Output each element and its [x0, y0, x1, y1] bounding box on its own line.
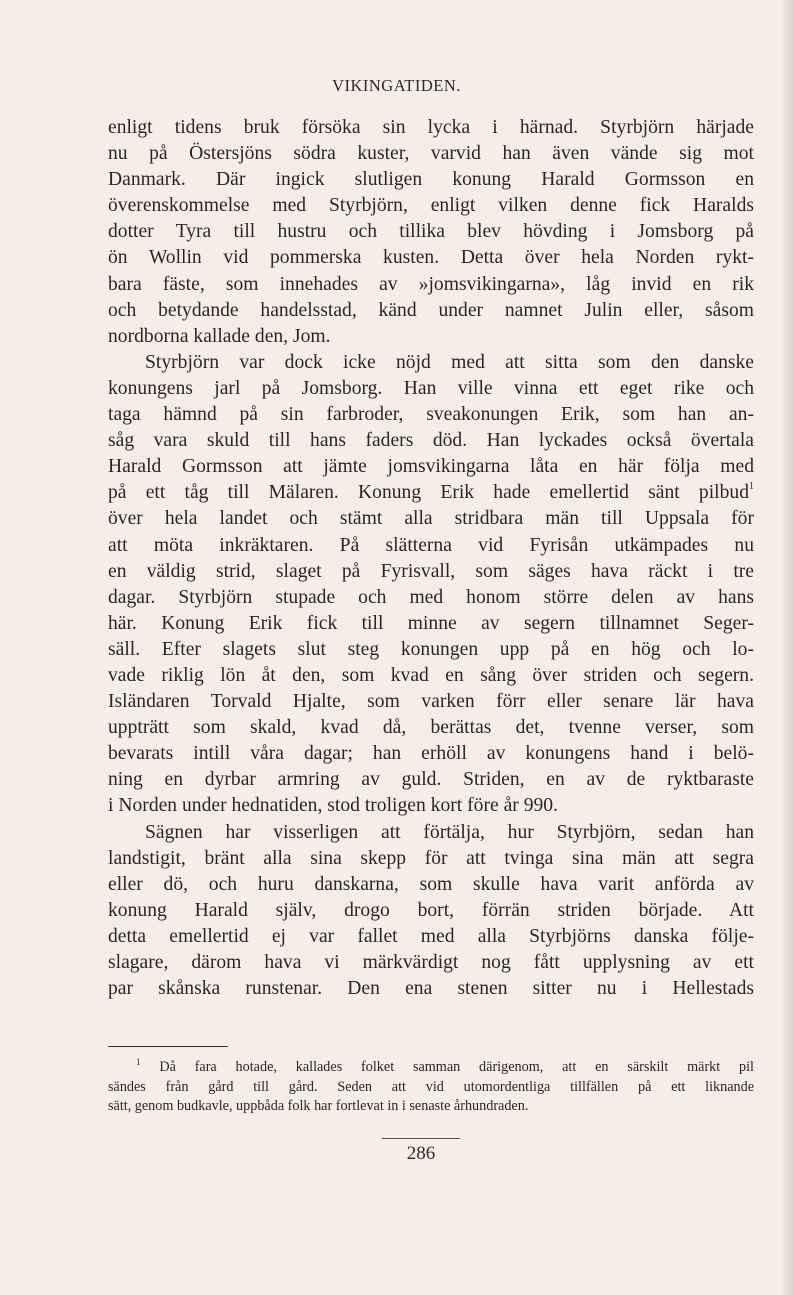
text-line: dotter Tyra till hustru och tillika blev hövding i Jomsborg på	[108, 221, 754, 243]
text-line: och betydande handelsstad, känd under namnet Julin eller, såsom	[108, 299, 754, 321]
text-line: dagar. Styrbjörn stupade och med honom större delen av hans	[108, 586, 754, 608]
text-line: konung Harald själv, drogo bort, förrän striden började. Att	[108, 899, 754, 921]
text-line: nu på Östersjöns södra kuster, varvid han även vände sig mot	[108, 143, 754, 165]
text-line: bevarats intill våra dagar; han erhöll av konungens hand i belö-	[108, 743, 754, 765]
text-line: slagare, därom hava vi märkvärdigt nog fått upplysning av ett	[108, 952, 754, 973]
footnote-divider	[108, 1046, 228, 1047]
footnote-line: sändes från gård till gård. Seden att vid utomordentliga tillfällen på ett liknande	[108, 1078, 754, 1095]
text-line: enligt tidens bruk försöka sin lycka i härnad. Styrbjörn härjade	[108, 117, 754, 138]
text-line: ön Wollin vid pommerska kusten. Detta över hela Norden rykt-	[108, 247, 754, 269]
footnote-line	[108, 1058, 754, 1078]
text-line: överenskommelse med Styrbjörn, enligt vilken denne fick Haralds	[108, 195, 754, 217]
text-line: bara fäste, som innehades av »jomsvikingarna», låg invid en rik	[108, 273, 754, 295]
text-line-content: på ett tåg till Mälaren. Konung Erik hade emellertid sänt pilbud	[108, 482, 749, 504]
text-line: detta emellertid ej var fallet med alla Styrbjörns danska följe-	[108, 925, 754, 947]
text-line: i Norden under hednatiden, stod troligen kort före år 990.	[108, 795, 558, 817]
text-line: taga hämnd på sin farbroder, sveakonungen Erik, som han an-	[108, 404, 754, 426]
text-line-with-footnote-ref	[108, 480, 754, 506]
text-line: Sägnen har visserligen att förtälja, hur Styrbjörn, sedan han	[145, 821, 754, 843]
text-line: landstigit, bränt alla sina skepp för att tvinga sina män att segra	[108, 847, 754, 869]
body-text	[108, 115, 754, 1002]
footnote-line: sätt, genom budkavle, uppbåda folk har fortlevat in i senaste århundraden.	[108, 1098, 529, 1114]
text-line: eller dö, och huru danskarna, som skulle hava varit anförda av	[108, 873, 754, 895]
text-line: ning en dyrbar armring av guld. Striden, en av de ryktbaraste	[108, 769, 754, 791]
text-line: här. Konung Erik fick till minne av segern tillnamnet Seger-	[108, 612, 754, 634]
footnote-marker: 1	[136, 1058, 141, 1067]
text-line: nordborna kallade den, Jom.	[108, 325, 331, 347]
text-line: en väldig strid, slaget på Fyrisvall, som säges hava räckt i tre	[108, 560, 754, 582]
text-line: Harald Gormsson att jämte jomsvikingarna låta en här följa med	[108, 456, 754, 478]
text-line: uppträtt som skald, kvad då, berättas det, tvenne verser, som	[108, 717, 754, 739]
running-head: VIKINGATIDEN.	[332, 76, 461, 95]
text-line: över hela landet och stämt alla stridbara män till Uppsala för	[108, 508, 754, 530]
text-line: säll. Efter slagets slut steg konungen upp på en hög och lo-	[108, 638, 754, 660]
footnote	[108, 1058, 754, 1117]
page-edge	[783, 0, 793, 1295]
text-line: att möta inkräktaren. På slätterna vid Fyrisån utkämpades nu	[108, 534, 754, 556]
text-line: par skånska runstenar. Den ena stenen sitter nu i Hellestads	[108, 978, 754, 1000]
text-line: såg vara skuld till hans faders död. Han lyckades också övertala	[108, 430, 754, 452]
text-line: Styrbjörn var dock icke nöjd med att sitta som den danske	[145, 351, 754, 373]
footnote-line-text: Då fara hotade, kallades folket samman därigenom, att en särskilt märkt pil	[159, 1059, 754, 1075]
page-number: 286	[406, 1143, 436, 1164]
text-line: Isländaren Torvald Hjalte, som varken förr eller senare lär hava	[108, 691, 754, 713]
text-line: Danmark. Där ingick slutligen konung Harald Gormsson en	[108, 169, 754, 191]
page-number-rule	[382, 1138, 460, 1139]
text-line: vade riklig lön åt den, som kvad en sång över striden och segern.	[108, 664, 754, 686]
text-line: konungens jarl på Jomsborg. Han ville vinna ett eget rike och	[108, 377, 754, 399]
footnote-reference: 1	[749, 481, 754, 493]
